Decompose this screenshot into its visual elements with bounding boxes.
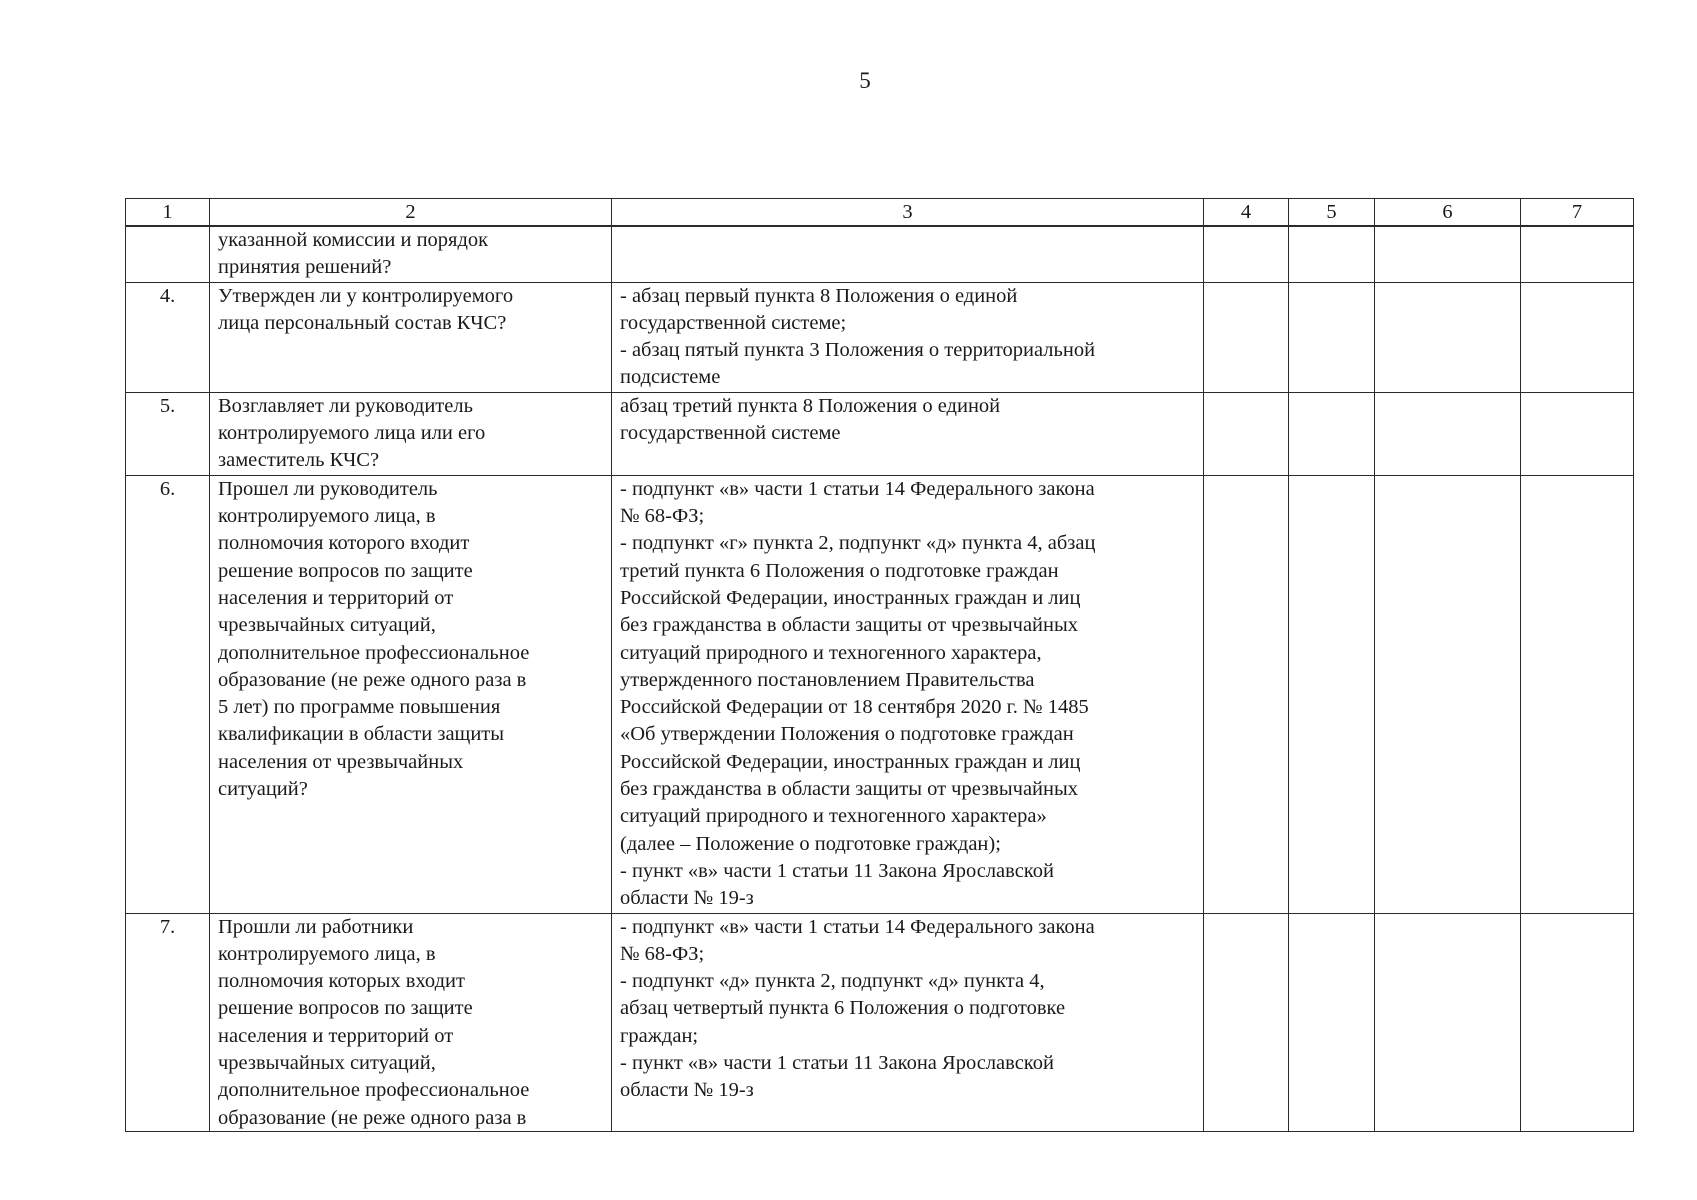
reference-text-line: утвержденного постановлением Правительства <box>620 668 1035 691</box>
legal-reference-cell <box>612 913 1204 1131</box>
question-text-line: лица персональный состав КЧС? <box>218 311 507 334</box>
answer-no-cell <box>1289 392 1375 475</box>
reference-text-line: подсистеме <box>620 366 721 389</box>
reference-text-line: третий пункта 6 Положения о подготовке граждан <box>620 559 1059 582</box>
legal-reference-cell <box>612 282 1204 392</box>
row-number: 6. <box>126 475 210 913</box>
question-text-line: образование (не реже одного раза в <box>218 668 527 691</box>
question-text-line: населения и территорий от <box>218 586 454 609</box>
notes-cell <box>1521 392 1634 475</box>
answer-yes-cell <box>1204 226 1289 282</box>
question-cell <box>210 913 612 1131</box>
not-applicable-cell <box>1375 282 1521 392</box>
notes-cell <box>1521 226 1634 282</box>
reference-text-line: - подпункт «в» части 1 статьи 14 Федерального закона <box>620 477 1095 500</box>
row-number: 7. <box>126 913 210 1131</box>
question-cell <box>210 392 612 475</box>
question-text-line: ситуаций? <box>218 778 308 801</box>
question-text-line: полномочия которых входит <box>218 970 465 993</box>
page-number: 5 <box>859 68 871 93</box>
answer-no-cell <box>1289 282 1375 392</box>
answer-yes-cell <box>1204 913 1289 1131</box>
answer-yes-cell <box>1204 475 1289 913</box>
reference-text-line: - пункт «в» части 1 статьи 11 Закона Ярославской <box>620 1052 1054 1075</box>
question-text-line: чрезвычайных ситуаций, <box>218 614 436 637</box>
column-header-3: 3 <box>612 199 1204 227</box>
question-text-line: контролируемого лица, в <box>218 505 436 528</box>
notes-cell <box>1521 913 1634 1131</box>
question-text-line: населения и территорий от <box>218 1024 454 1047</box>
reference-text-line: № 68-ФЗ; <box>620 505 705 528</box>
question-text-line: решение вопросов по защите <box>218 559 473 582</box>
answer-yes-cell <box>1204 392 1289 475</box>
checklist-table <box>125 198 1634 1132</box>
question-text-line: указанной комиссии и порядок <box>218 229 489 251</box>
reference-text-line: области № 19-з <box>620 887 754 910</box>
question-text-line: заместитель КЧС? <box>218 449 380 472</box>
legal-reference-cell <box>612 392 1204 475</box>
row-number: 5. <box>126 392 210 475</box>
reference-text-line: абзац четвертый пункта 6 Положения о подготовке <box>620 997 1066 1020</box>
question-cell <box>210 282 612 392</box>
row-number: 4. <box>126 282 210 392</box>
reference-text-line: без гражданства в области защиты от чрезвычайных <box>620 778 1079 801</box>
reference-text-line: Российской Федерации, иностранных граждан и лиц <box>620 750 1081 773</box>
question-text-line: чрезвычайных ситуаций, <box>218 1052 436 1075</box>
question-text-line: населения от чрезвычайных <box>218 750 464 773</box>
question-text-line: образование (не реже одного раза в <box>218 1106 527 1129</box>
notes-cell <box>1521 475 1634 913</box>
column-header-2: 2 <box>210 199 612 227</box>
notes-cell <box>1521 282 1634 392</box>
table-row <box>126 282 1634 392</box>
question-text-line: Прошли ли работники <box>218 915 414 938</box>
reference-text-line: Российской Федерации, иностранных граждан и лиц <box>620 586 1081 609</box>
reference-text-line: без гражданства в области защиты от чрезвычайных <box>620 614 1079 637</box>
reference-text-line: государственной системе; <box>620 311 847 334</box>
column-header-7: 7 <box>1521 199 1634 227</box>
reference-text-line: ситуаций природного и техногенного характера» <box>620 805 1047 828</box>
reference-text-line: абзац третий пункта 8 Положения о единой <box>620 394 1001 417</box>
reference-text-line: № 68-ФЗ; <box>620 942 705 965</box>
answer-no-cell <box>1289 226 1375 282</box>
question-text-line: Прошел ли руководитель <box>218 477 438 500</box>
question-text-line: контролируемого лица, в <box>218 942 436 965</box>
reference-text-line: государственной системе <box>620 422 841 445</box>
reference-text-line: - абзац первый пункта 8 Положения о единой <box>620 284 1018 307</box>
question-text-line: 5 лет) по программе повышения <box>218 696 501 719</box>
table-row <box>126 392 1634 475</box>
not-applicable-cell <box>1375 913 1521 1131</box>
column-header-4: 4 <box>1204 199 1289 227</box>
question-text-line: квалификации в области защиты <box>218 723 505 746</box>
not-applicable-cell <box>1375 392 1521 475</box>
reference-text-line: - подпункт «д» пункта 2, подпункт «д» пункта 4, <box>620 970 1045 993</box>
reference-text-line: - подпункт «г» пункта 2, подпункт «д» пункта 4, абзац <box>620 532 1096 555</box>
question-cell <box>210 226 612 282</box>
question-text-line: решение вопросов по защите <box>218 997 473 1020</box>
column-header-6: 6 <box>1375 199 1521 227</box>
reference-text-line: Российской Федерации от 18 сентября 2020 г. № 1485 <box>620 696 1089 719</box>
reference-text-line: граждан; <box>620 1024 699 1047</box>
table-row <box>126 913 1634 1131</box>
question-text-line: дополнительное профессиональное <box>218 1079 530 1102</box>
reference-text-line: ситуаций природного и техногенного характера, <box>620 641 1042 664</box>
table-header-row <box>126 199 1634 227</box>
answer-no-cell <box>1289 475 1375 913</box>
row-number <box>126 226 210 282</box>
reference-text-line: области № 19-з <box>620 1079 754 1102</box>
not-applicable-cell <box>1375 226 1521 282</box>
legal-reference-cell <box>612 226 1204 282</box>
question-text-line: принятия решений? <box>218 256 392 279</box>
question-text-line: полномочия которого входит <box>218 532 470 555</box>
reference-text-line: - абзац пятый пункта 3 Положения о территориальной <box>620 339 1096 362</box>
question-text-line: дополнительное профессиональное <box>218 641 530 664</box>
reference-text-line: «Об утверждении Положения о подготовке граждан <box>620 723 1074 746</box>
answer-no-cell <box>1289 913 1375 1131</box>
question-cell <box>210 475 612 913</box>
question-text-line: контролируемого лица или его <box>218 422 486 445</box>
reference-text-line: (далее – Положение о подготовке граждан); <box>620 832 1001 855</box>
column-header-1: 1 <box>126 199 210 227</box>
reference-text-line: - пункт «в» части 1 статьи 11 Закона Ярославской <box>620 859 1054 882</box>
answer-yes-cell <box>1204 282 1289 392</box>
question-text-line: Утвержден ли у контролируемого <box>218 284 514 307</box>
table-row <box>126 226 1634 282</box>
not-applicable-cell <box>1375 475 1521 913</box>
reference-text-line: - подпункт «в» части 1 статьи 14 Федерального закона <box>620 915 1095 938</box>
column-header-5: 5 <box>1289 199 1375 227</box>
table-row <box>126 475 1634 913</box>
legal-reference-cell <box>612 475 1204 913</box>
question-text-line: Возглавляет ли руководитель <box>218 394 473 417</box>
